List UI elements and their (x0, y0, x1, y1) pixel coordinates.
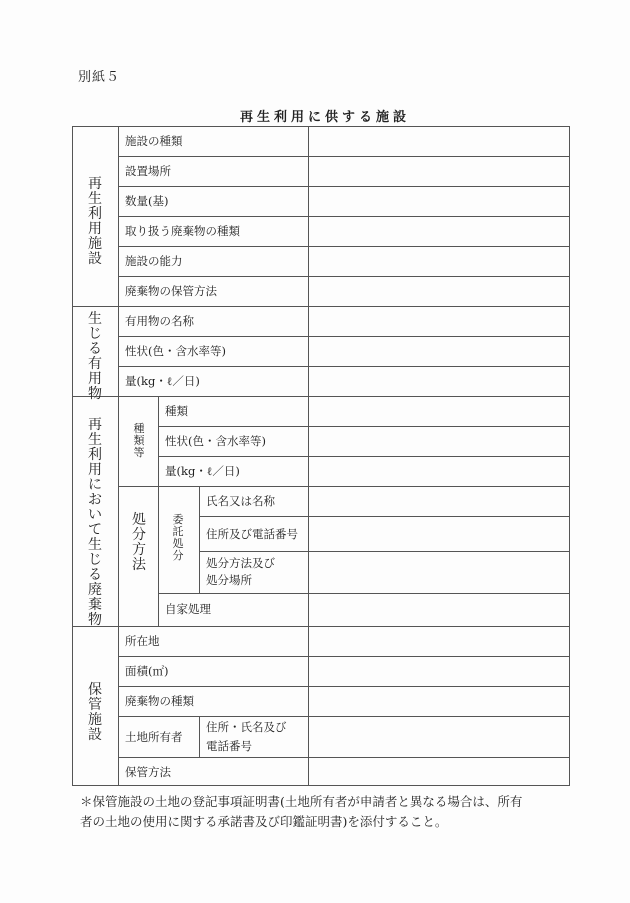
value-quantity[interactable] (309, 187, 569, 216)
label-landowner-detail-2: 電話番号 (206, 739, 252, 753)
value-landowner-detail[interactable] (309, 717, 569, 757)
value-location[interactable] (309, 627, 569, 656)
subgroup-column-divider (158, 396, 159, 626)
label-disposal-method: 処分方法及び (206, 556, 275, 570)
value-disposal-method-site[interactable] (309, 552, 569, 593)
value-waste-properties[interactable] (309, 427, 569, 456)
label-facility-type: 施設の種類 (125, 134, 183, 148)
landowner-column-divider (199, 716, 200, 757)
label-storage-waste-type: 廃棄物の種類 (125, 694, 194, 708)
value-installation-site[interactable] (309, 157, 569, 186)
label-facility-capacity: 施設の能力 (125, 254, 183, 268)
subgroup-header-type: 種類等 (133, 422, 145, 459)
label-contractor-address-phone: 住所及び電話番号 (206, 527, 298, 541)
value-storage-waste-type[interactable] (309, 687, 569, 716)
label-waste-type: 種類 (165, 404, 188, 418)
value-facility-type[interactable] (309, 127, 569, 156)
value-in-house-treatment[interactable] (309, 594, 569, 626)
value-area[interactable] (309, 657, 569, 686)
label-waste-amount: 量(kg・ℓ／日) (165, 464, 240, 478)
value-contractor-name[interactable] (309, 487, 569, 516)
section-header-waste-generated: 再生利用において生じる廃棄物 (88, 417, 102, 628)
value-useful-amount[interactable] (309, 367, 569, 396)
value-waste-amount[interactable] (309, 457, 569, 486)
document-title: 再生利用に供する施設 (240, 110, 411, 125)
label-area: 面積(㎡) (125, 664, 169, 678)
value-facility-capacity[interactable] (309, 247, 569, 276)
section-header-storage-facility: 保管施設 (88, 682, 102, 743)
section-header-recycling-facility: 再生利用施設 (88, 176, 102, 267)
label-useful-properties: 性状(色・含水率等) (125, 344, 226, 358)
outsourced-column-divider (199, 486, 200, 593)
subgroup-header-outsourced: 委託処分 (172, 513, 184, 562)
label-storage-method: 保管方法 (125, 765, 171, 779)
value-contractor-address-phone[interactable] (309, 517, 569, 551)
subgroup-header-disposal: 処分方法 (132, 512, 146, 573)
label-useful-name: 有用物の名称 (125, 314, 194, 328)
value-waste-storage-method[interactable] (309, 277, 569, 306)
value-waste-types-handled[interactable] (309, 217, 569, 246)
label-waste-types-handled: 取り扱う廃棄物の種類 (125, 224, 240, 238)
footnote-line-2: 者の土地の使用に関する承諾書及び印鑑証明書)を添付すること。 (80, 814, 448, 829)
value-useful-properties[interactable] (309, 337, 569, 366)
label-contractor-name: 氏名又は名称 (206, 494, 275, 508)
label-installation-site: 設置場所 (125, 164, 171, 178)
label-landowner: 土地所有者 (125, 730, 183, 744)
value-useful-name[interactable] (309, 307, 569, 336)
section-column-divider (118, 126, 119, 786)
label-waste-properties: 性状(色・含水率等) (165, 434, 266, 448)
label-useful-amount: 量(kg・ℓ／日) (125, 374, 200, 388)
label-location: 所在地 (125, 634, 160, 648)
table-border-bottom (72, 785, 570, 786)
table-border-left (72, 126, 73, 786)
value-waste-type[interactable] (309, 397, 569, 426)
section-header-useful-output: 生じる有用物 (88, 311, 102, 402)
label-in-house-treatment: 自家処理 (165, 602, 211, 616)
label-quantity: 数量(基) (125, 194, 169, 208)
label-disposal-site: 処分場所 (206, 573, 252, 587)
label-landowner-detail-1: 住所・氏名及び (206, 720, 287, 734)
value-storage-method[interactable] (309, 758, 569, 785)
footnote-line-1: ＊保管施設の土地の登記事項証明書(土地所有者が申請者と異なる場合は、所有 (80, 794, 523, 809)
annex-label: 別紙５ (78, 70, 121, 85)
label-waste-storage-method: 廃棄物の保管方法 (125, 284, 217, 298)
